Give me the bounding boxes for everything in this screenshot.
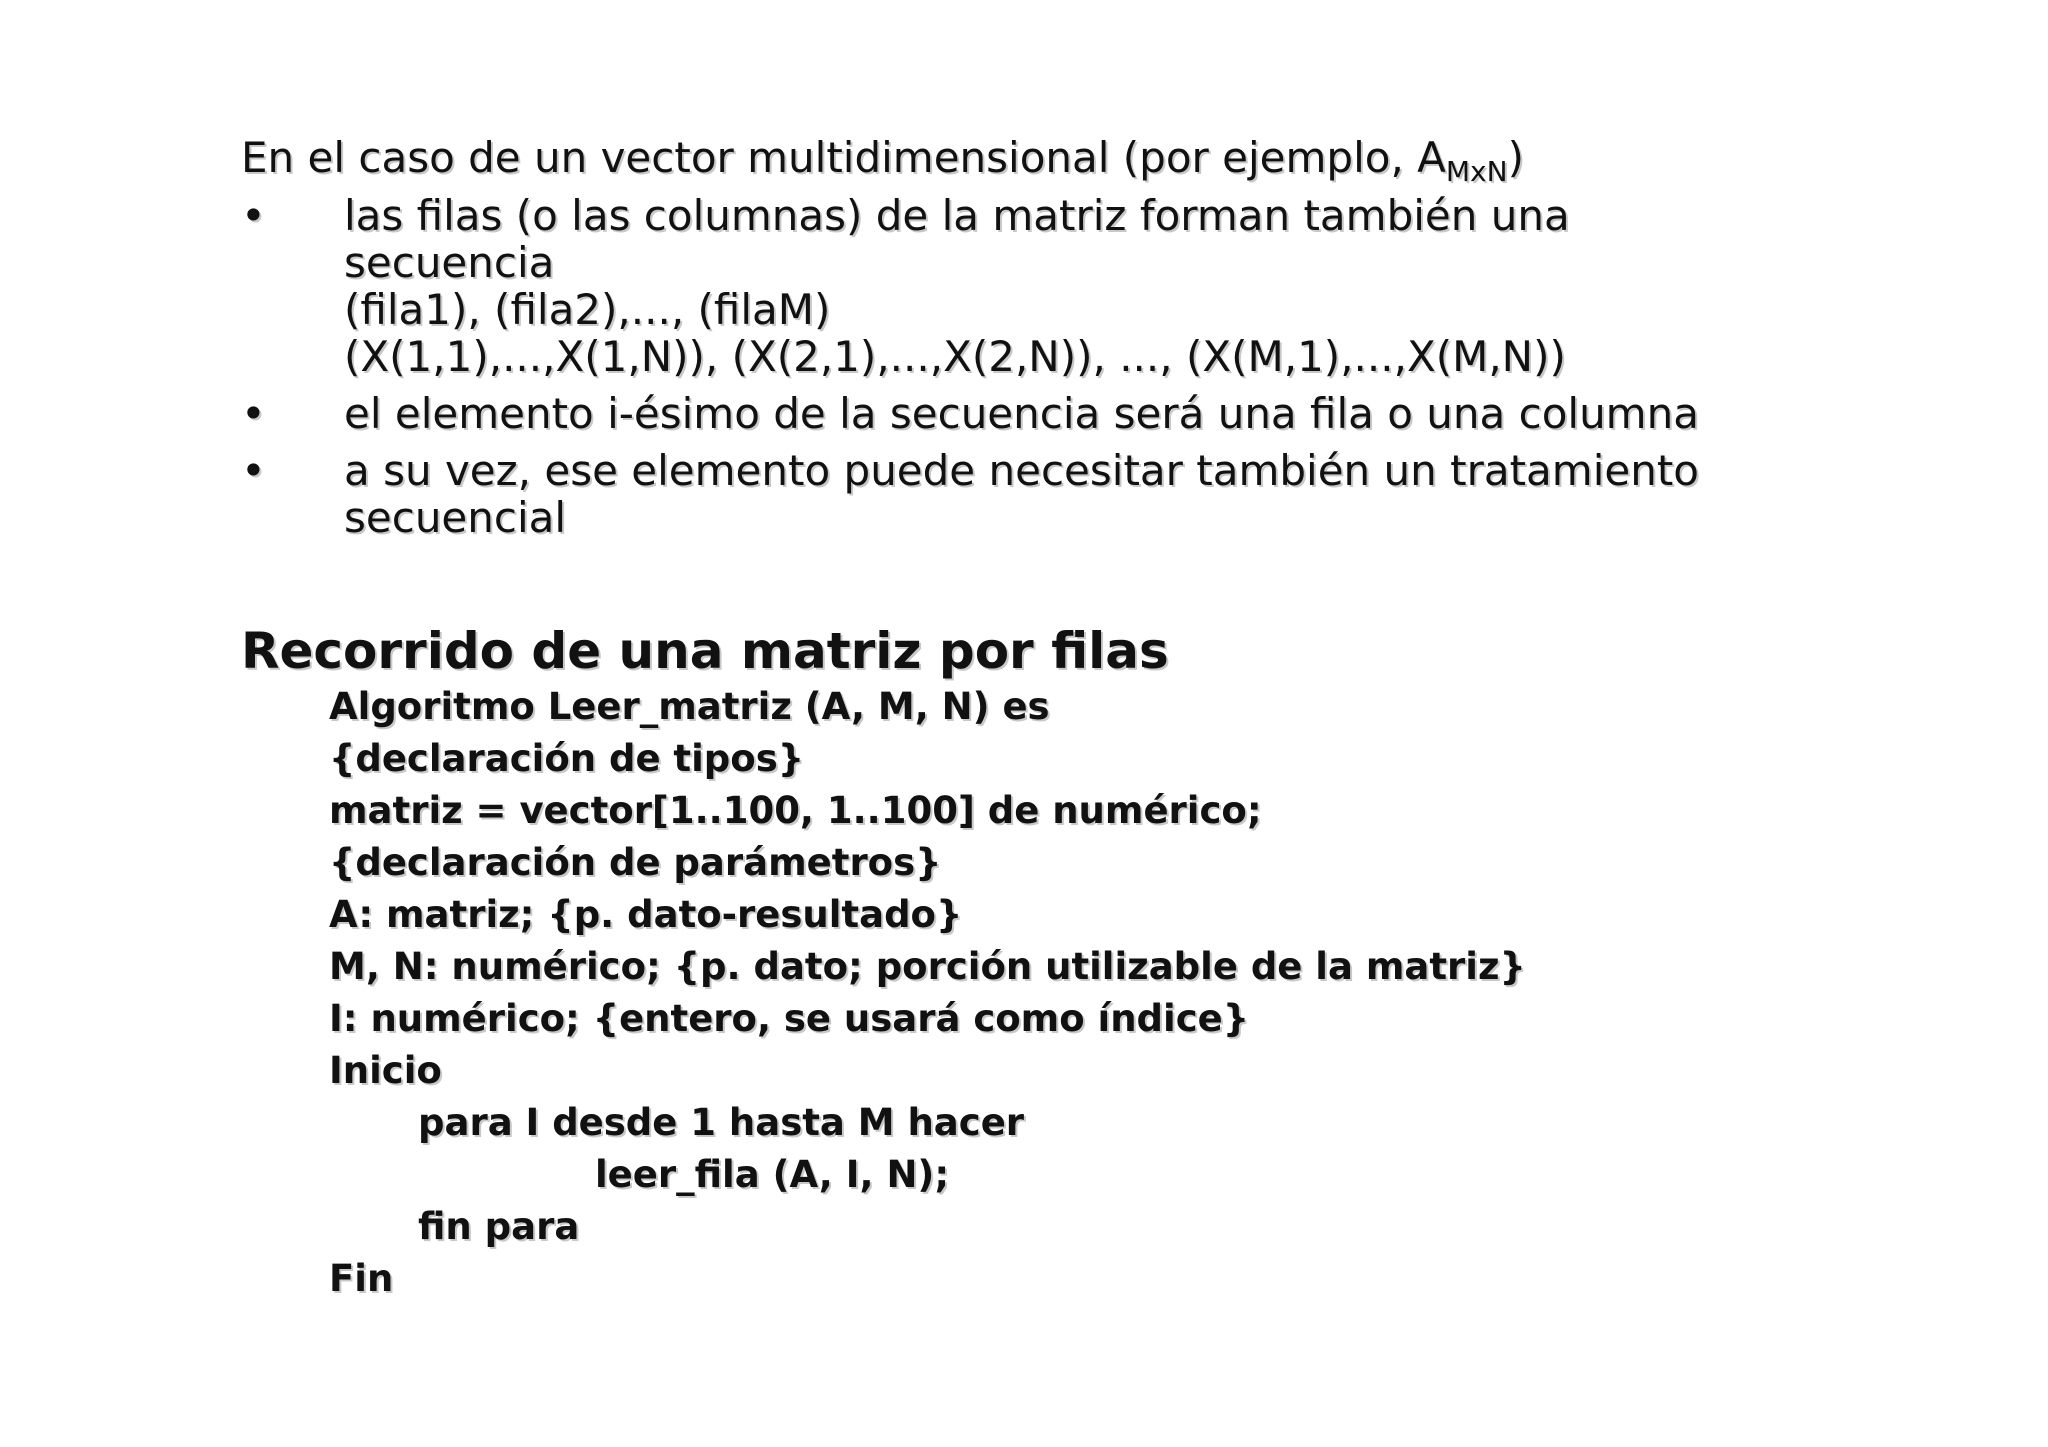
- algorithm-line: Inicio: [329, 1049, 442, 1092]
- bullet-symbol: •: [241, 446, 266, 495]
- bullet-list: [241, 192, 1941, 551]
- intro-main: En el caso de un vector multidimensional (por ejemplo, A: [241, 133, 1446, 182]
- algorithm-line: I: numérico; {entero, se usará como índice}: [329, 997, 1250, 1040]
- algorithm-line: A: matriz; {p. dato-resultado}: [329, 893, 963, 936]
- bullet-line: las filas (o las columnas) de la matriz forman también una: [344, 191, 1570, 240]
- algorithm-line: fin para: [418, 1205, 580, 1248]
- algorithm-line: Fin: [329, 1257, 394, 1300]
- bullet-symbol: •: [241, 389, 266, 438]
- algorithm-line: matriz = vector[1..100, 1..100] de numérico;: [329, 789, 1262, 832]
- bullet-line: el elemento i-ésimo de la secuencia será una fila o una columna: [344, 389, 1699, 438]
- bullet-line: secuencia: [344, 238, 555, 287]
- algorithm-line: leer_fila (A, I, N);: [595, 1153, 950, 1196]
- algorithm-line: para I desde 1 hasta M hacer: [418, 1101, 1025, 1144]
- algorithm-block: [329, 681, 1526, 1305]
- intro-subscript: MxN: [1445, 155, 1508, 188]
- algorithm-line: {declaración de parámetros}: [329, 841, 942, 884]
- bullet-line: secuencial: [344, 493, 567, 542]
- algorithm-line: {declaración de tipos}: [329, 737, 805, 780]
- bullet-line: (fila1), (fila2),..., (filaM): [344, 285, 831, 334]
- algorithm-line: Algoritmo Leer_matriz (A, M, N) es: [329, 685, 1050, 728]
- intro-closing: ): [1507, 133, 1524, 182]
- bullet-line: a su vez, ese elemento puede necesitar también un tratamiento: [344, 446, 1699, 495]
- intro-text: [241, 132, 1524, 188]
- bullet-symbol: •: [241, 191, 266, 240]
- bullet-item: [241, 390, 1941, 437]
- algorithm-line: M, N: numérico; {p. dato; porción utilizable de la matriz}: [329, 945, 1526, 988]
- bullet-item: [241, 192, 1941, 380]
- section-title: Recorrido de una matriz por filas: [241, 622, 1169, 680]
- bullet-line: (X(1,1),...,X(1,N)), (X(2,1),...,X(2,N)), ..., (X(M,1),...,X(M,N)): [344, 332, 1566, 381]
- bullet-item: [241, 447, 1941, 541]
